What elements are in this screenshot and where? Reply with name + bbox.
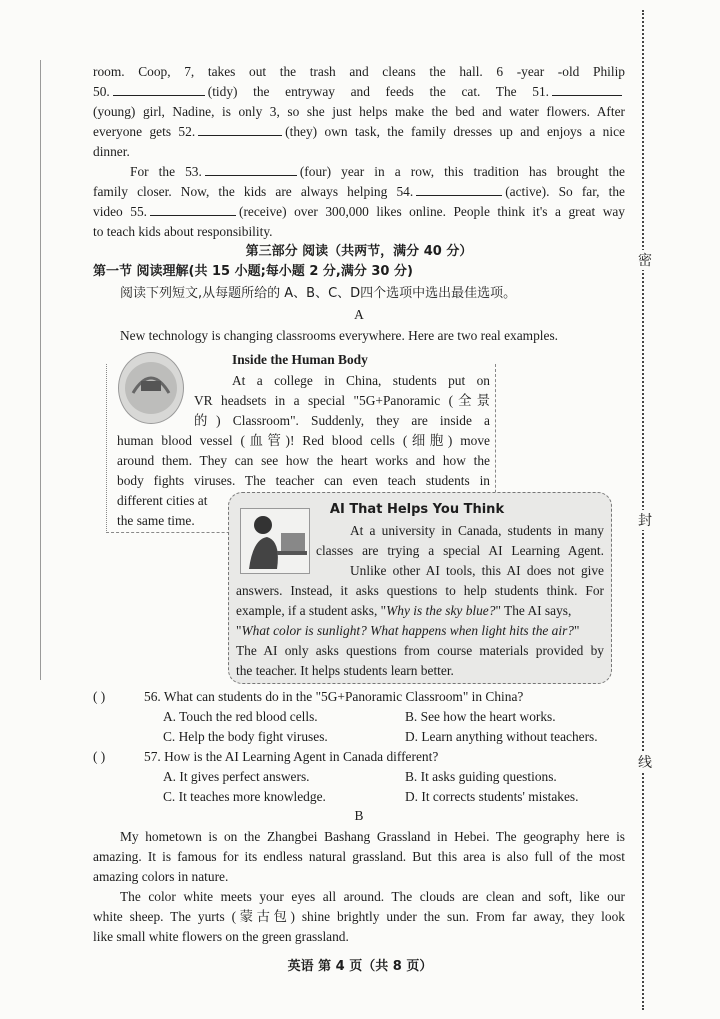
- article2-text: " The AI says,: [495, 603, 572, 618]
- ai-question: What color is sunlight? What happens when light hits the air?: [241, 623, 574, 638]
- left-margin-rule: [40, 60, 41, 680]
- cloze-text: (receive) over 300,000 likes online. People think it's a great way: [239, 204, 626, 219]
- page-footer: 英语 第 4 页（共 8 页）: [287, 959, 433, 974]
- answer-blank-53[interactable]: [205, 162, 297, 176]
- passage-b-line-5: white sheep. The yurts (蒙古包) shine brightly under the sun. From far away, they look: [93, 909, 625, 924]
- article2-line-8: the teacher. It helps students learn better.: [236, 663, 454, 678]
- cloze-text: (active). So far, the: [505, 184, 625, 199]
- answer-blank-50[interactable]: [113, 82, 205, 96]
- cloze-line-6: [130, 162, 625, 182]
- article2-title: AI That Helps You Think: [329, 502, 505, 517]
- article1-title: Inside the Human Body: [232, 352, 368, 367]
- passage-b-line-2: amazing. It is famous for its endless natural grassland. But this area is also full of the most: [93, 849, 625, 864]
- ai-student-image: [240, 508, 310, 574]
- article1-line-6: body fights viruses. The teacher can even teach students in: [117, 473, 490, 488]
- article2-line-5: [236, 601, 604, 621]
- article1-line-8: the same time.: [117, 513, 195, 528]
- cloze-text: everyone gets 52.: [93, 124, 196, 139]
- cloze-line-8: [93, 202, 625, 222]
- answer-blank-54[interactable]: [416, 182, 502, 196]
- blank-number: 50.: [93, 84, 110, 99]
- cloze-line-7: [93, 182, 625, 202]
- answer-blank-52[interactable]: [198, 122, 282, 136]
- article2-text: example, if a student asks, ": [236, 603, 387, 618]
- answer-blank-51[interactable]: [552, 82, 622, 96]
- cloze-line-1: room. Coop, 7, takes out the trash and cleans the hall. 6 -year -old Philip: [93, 64, 625, 79]
- article2-line-6: [236, 621, 604, 641]
- part-title: 第三部分 阅读（共两节，满分 40 分）: [245, 244, 473, 259]
- option-56-d[interactable]: D. Learn anything without teachers.: [405, 729, 598, 744]
- binding-char-xian: 线: [636, 752, 654, 772]
- question-57-stem: 57. How is the AI Learning Agent in Canada different?: [144, 749, 439, 764]
- option-57-c[interactable]: C. It teaches more knowledge.: [163, 789, 326, 804]
- passage-letter-a: A: [354, 307, 364, 322]
- cloze-text: family closer. Now, the kids are always helping 54.: [93, 184, 414, 199]
- option-57-d[interactable]: D. It corrects students' mistakes.: [405, 789, 579, 804]
- passage-b-line-6: like small white flowers on the green grassland.: [93, 929, 349, 944]
- option-56-b[interactable]: B. See how the heart works.: [405, 709, 556, 724]
- answer-paren-57[interactable]: ( ): [93, 749, 106, 764]
- answer-paren-56[interactable]: ( ): [93, 689, 106, 704]
- option-57-a[interactable]: A. It gives perfect answers.: [163, 769, 310, 784]
- cloze-text: (they) own task, the family dresses up and enjoys a nice: [285, 124, 625, 139]
- answer-blank-55[interactable]: [150, 202, 236, 216]
- binding-char-mi: 密: [636, 250, 654, 270]
- cloze-text: (tidy) the entryway and feeds the cat. The 51.: [207, 84, 549, 99]
- cloze-line-2: [93, 82, 625, 102]
- cloze-line-3: (young) girl, Nadine, is only 3, so she just helps make the bed and water flowers. After: [93, 104, 625, 119]
- passage-letter-b: B: [354, 808, 364, 823]
- section-subtitle: 第一节 阅读理解(共 15 小题;每小题 2 分,满分 30 分): [93, 264, 413, 279]
- cloze-line-4: [93, 122, 625, 142]
- cloze-line-9: to teach kids about responsibility.: [93, 224, 273, 239]
- article2-line-4: answers. Instead, it asks questions to help students think. For: [236, 583, 604, 598]
- passage-b-line-1: My hometown is on the Zhangbei Bashang Grassland in Hebei. The geography here is: [120, 829, 625, 844]
- article2-text: ": [574, 623, 580, 638]
- passage-b-line-4: The color white meets your eyes all around. The clouds are clean and soft, like our: [120, 889, 625, 904]
- option-56-a[interactable]: A. Touch the red blood cells.: [163, 709, 318, 724]
- cloze-text: (four) year in a row, this tradition has brought the: [299, 164, 625, 179]
- cloze-line-5: dinner.: [93, 144, 130, 159]
- instruction: 阅读下列短文,从每题所给的 A、B、C、D四个选项中选出最佳选项。: [120, 286, 517, 301]
- student-question: Why is the sky blue?: [386, 603, 496, 618]
- article1-line-1: At a college in China, students put on: [232, 373, 490, 388]
- article2-text: ": [236, 623, 242, 638]
- article2-line-3: Unlike other AI tools, this AI does not give: [350, 563, 604, 578]
- article1-line-3: 的) Classroom". Suddenly, they are inside a: [194, 413, 490, 428]
- passage-b-line-3: amazing colors in nature.: [93, 869, 229, 884]
- article2-line-7: The AI only asks questions from course materials provided by: [236, 643, 604, 658]
- article1-line-4: human blood vessel (血管)! Red blood cells (细胞) move: [117, 433, 490, 448]
- question-56-stem: 56. What can students do in the "5G+Panoramic Classroom" in China?: [144, 689, 524, 704]
- option-57-b[interactable]: B. It asks guiding questions.: [405, 769, 557, 784]
- binding-char-feng: 封: [636, 510, 654, 530]
- passage-intro: New technology is changing classrooms everywhere. Here are two real examples.: [120, 328, 559, 343]
- article1-line-7: different cities at: [117, 493, 208, 508]
- cloze-text: video 55.: [93, 204, 147, 219]
- article1-line-5: around them. They can see how the heart works and how the: [117, 453, 490, 468]
- vr-classroom-image: [118, 352, 184, 424]
- article2-line-2: classes are trying a special AI Learning Agent.: [316, 543, 604, 558]
- option-56-c[interactable]: C. Help the body fight viruses.: [163, 729, 328, 744]
- cloze-text: For the 53.: [130, 164, 202, 179]
- article1-line-2: VR headsets in a special "5G+Panoramic (全景: [194, 393, 490, 408]
- article2-line-1: At a university in Canada, students in many: [350, 523, 604, 538]
